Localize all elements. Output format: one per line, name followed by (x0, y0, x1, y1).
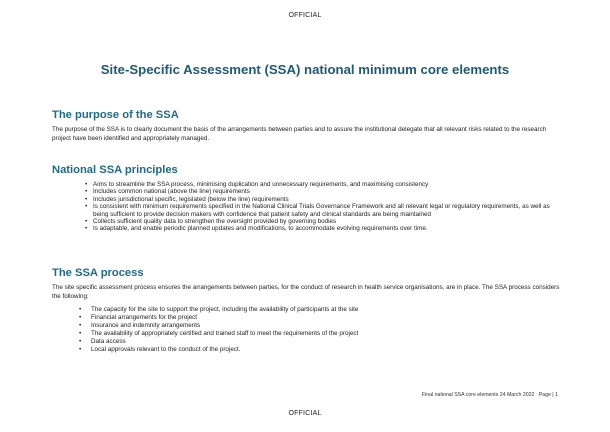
process-list (91, 306, 562, 354)
list-item: • Includes jurisdictional specific, legislated (below the line) requirements (93, 196, 562, 203)
document-title: Site-Specific Assessment (SSA) national minimum core elements (100, 62, 510, 77)
list-item: • Collects sufficient quality data to strengthen the oversight provided by governing bodies (93, 218, 562, 225)
page-footer (422, 392, 558, 398)
footer-classification: OFFICIAL (288, 410, 322, 417)
footer-separator: | (552, 392, 554, 398)
process-intro: The site specific assessment process ensures the arrangements between parties, for the conduct of research in health service organisations, are in place. The SSA process considers the following: (52, 284, 560, 300)
process-section (52, 267, 562, 354)
list-item: • Insurance and indemnity arrangements (91, 322, 562, 330)
purpose-text: The purpose of the SSA is to clearly document the basis of the arrangements between parties and to assure the institutional delegate that all relevant risks related to the research project have been identified and appropriately managed. (52, 126, 547, 142)
list-item: • Includes common national (above the line) requirements (93, 188, 562, 195)
process-heading: The SSA process (52, 267, 144, 279)
list-item: • Financial arrangements for the project (91, 314, 562, 322)
list-item: • The availability of appropriately certified and trained staff to meet the requirements of the project (91, 330, 562, 338)
footer-page-number: 1 (555, 392, 558, 398)
principles-list (93, 181, 562, 233)
list-item: • Is consistent with minimum requirements specified in the National Clinical Trials Governance Framework and all relevant legal or regulatory requirements, as well as being sufficient to provide decision makers with confidence that patient safety and clinical standards are being maintained (93, 203, 562, 218)
footer-page-label: Page (538, 392, 551, 398)
principles-heading: National SSA principles (52, 164, 178, 176)
list-item: • Local approvals relevant to the conduct of the project. (91, 346, 562, 354)
purpose-section (52, 109, 562, 143)
list-item: • The capacity for the site to support the project, including the availability of participants at the site (91, 306, 562, 314)
purpose-heading: The purpose of the SSA (52, 109, 179, 121)
footer-document-label: Final national SSA core elements 24 March 2022 (421, 392, 535, 398)
list-item: • Aims to streamline the SSA process, minimising duplication and unnecessary requirements, and maximising consistency (93, 181, 562, 188)
list-item: • Is adaptable, and enable periodic planned updates and modifications, to accommodate evolving requirements over time. (93, 225, 562, 232)
principles-section (52, 164, 562, 233)
list-item: • Data access (91, 338, 562, 346)
header-classification: OFFICIAL (288, 12, 322, 19)
